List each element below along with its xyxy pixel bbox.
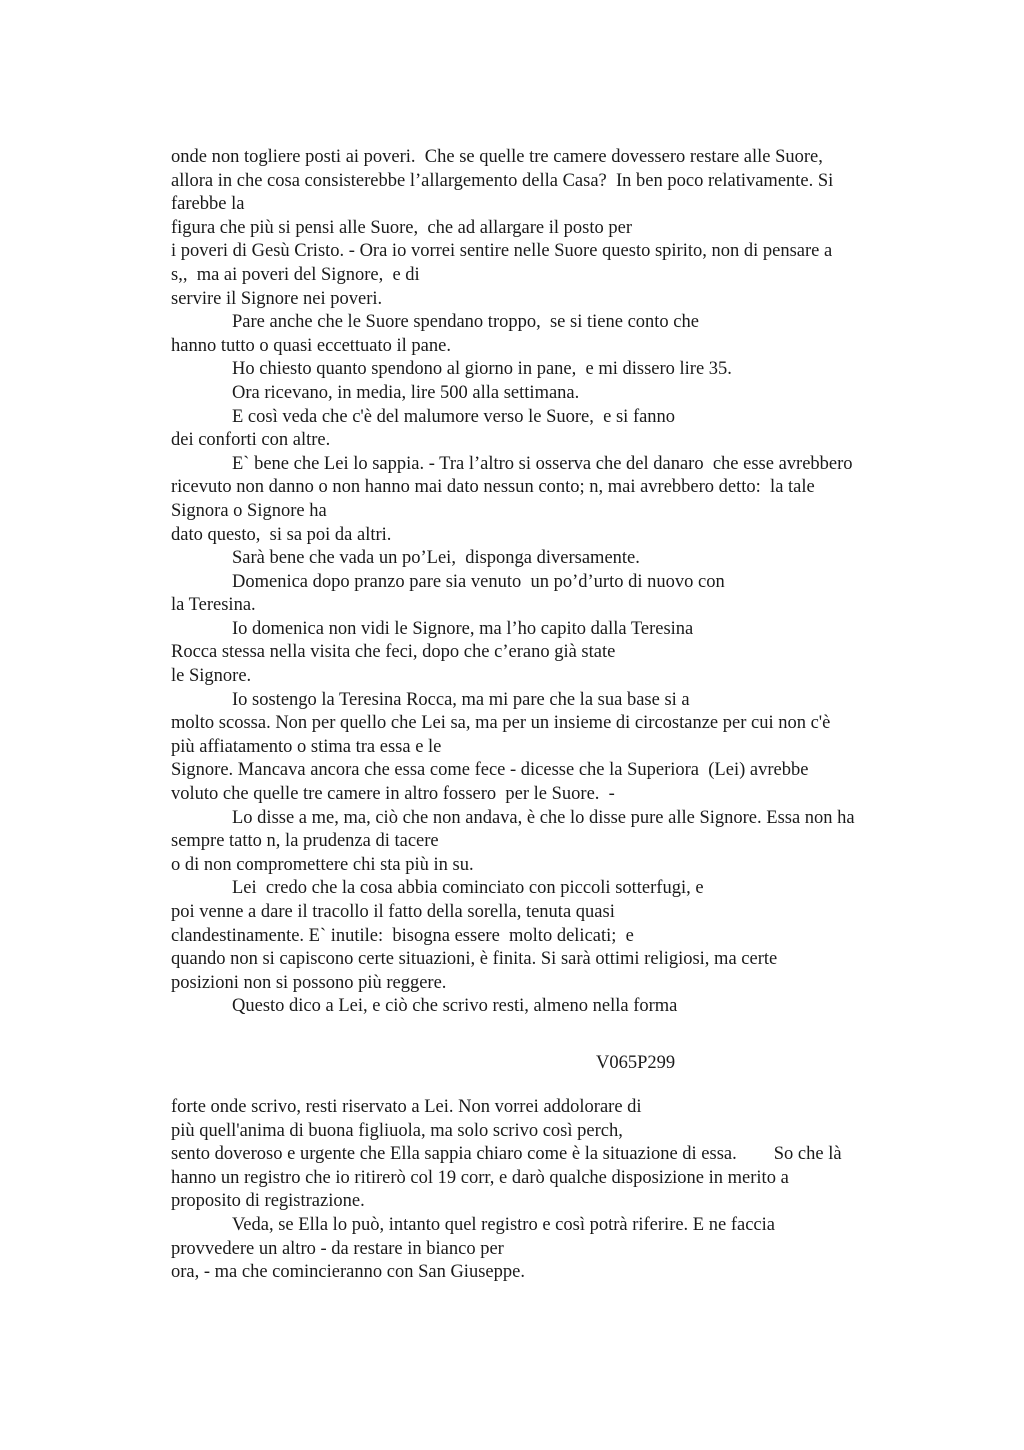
- text-line: servire il Signore nei poveri.: [171, 288, 383, 309]
- text-line: i poveri di Gesù Cristo. - Ora io vorrei sentire nelle Suore questo spirito, non di pensare a: [171, 241, 833, 262]
- text-line: sempre tatto n, la prudenza di tacere: [171, 831, 439, 852]
- text-line: posizioni non si possono più reggere.: [171, 972, 447, 993]
- text-line-indented: E` bene che Lei lo sappia. - Tra l’altro si osserva che del danaro che esse avrebbero: [232, 453, 853, 474]
- text-line-indented: Lei credo che la cosa abbia cominciato con piccoli sotterfugi, e: [232, 878, 704, 899]
- text-line: più affiatamento o stima tra essa e le: [171, 736, 442, 757]
- text-line: ricevuto non danno o non hanno mai dato nessun conto; n, mai avrebbero detto: la tale: [171, 477, 815, 498]
- text-line: hanno tutto o quasi eccettuato il pane.: [171, 335, 451, 356]
- text-line-indented: Veda, se Ella lo può, intanto quel registro e così potrà riferire. E ne faccia: [232, 1214, 775, 1235]
- text-line-indented: Ora ricevano, in media, lire 500 alla settimana.: [232, 382, 580, 403]
- text-section-1: [171, 146, 941, 1019]
- text-line-indented: Io sostengo la Teresina Rocca, ma mi pare che la sua base si a: [232, 689, 690, 710]
- text-line: provvedere un altro - da restare in bianco per: [171, 1238, 504, 1259]
- text-line: quando non si capiscono certe situazioni, è finita. Si sarà ottimi religiosi, ma certe: [171, 949, 778, 970]
- text-line: onde non togliere posti ai poveri. Che se quelle tre camere dovessero restare alle Suore,: [171, 147, 823, 167]
- text-line: Signora o Signore ha: [171, 500, 327, 521]
- text-line: farebbe la: [171, 194, 245, 215]
- text-line: proposito di registrazione.: [171, 1191, 365, 1212]
- text-line: voluto che quelle tre camere in altro fossero per le Suore. -: [171, 784, 615, 805]
- text-line: la Teresina.: [171, 595, 256, 616]
- text-line: più quell'anima di buona figliuola, ma solo scrivo così perch,: [171, 1120, 623, 1141]
- text-line-indented: Domenica dopo pranzo pare sia venuto un po’d’urto di nuovo con: [232, 571, 725, 592]
- text-line: figura che più si pensi alle Suore, che ad allargare il posto per: [171, 217, 632, 238]
- text-line: hanno un registro che io ritirerò col 19 corr, e darò qualche disposizione in merito a: [171, 1167, 789, 1188]
- text-line-indented: E così veda che c'è del malumore verso le Suore, e si fanno: [232, 406, 676, 427]
- text-line-indented: Sarà bene che vada un po’Lei, disponga diversamente.: [232, 548, 640, 569]
- text-line: Signore. Mancava ancora che essa come fece - dicesse che la Superiora (Lei) avrebbe: [171, 760, 809, 781]
- text-line: clandestinamente. E` inutile: bisogna essere molto delicati; e: [171, 925, 634, 946]
- text-line: le Signore.: [171, 666, 252, 687]
- text-line: poi venne a dare il tracollo il fatto della sorella, tenuta quasi: [171, 902, 615, 922]
- text-section-2: [171, 1096, 941, 1285]
- text-line-indented: Io domenica non vidi le Signore, ma l’ho capito dalla Teresina: [232, 618, 694, 639]
- text-line: ora, - ma che comincieranno con San Giuseppe.: [171, 1262, 525, 1283]
- text-line-indented: Pare anche che le Suore spendano troppo, se si tiene conto che: [232, 312, 699, 333]
- text-line: Rocca stessa nella visita che feci, dopo che c’erano già state: [171, 642, 616, 663]
- page-code: V065P299: [596, 1053, 676, 1073]
- text-line: molto scossa. Non per quello che Lei sa, ma per un insieme di circostanze per cui non c'è: [171, 713, 831, 734]
- text-line: forte onde scrivo, resti riservato a Lei. Non vorrei addolorare di: [171, 1097, 642, 1117]
- text-line-indented: Lo disse a me, ma, ciò che non andava, è che lo disse pure alle Signore. Essa non ha: [232, 807, 855, 828]
- text-line: dei conforti con altre.: [171, 430, 331, 451]
- text-line: sento doveroso e urgente che Ella sappia chiaro come è la situazione di essa. So che là: [171, 1144, 842, 1165]
- text-line: allora in che cosa consisterebbe l’allargemento della Casa? In ben poco relativamente. Si: [171, 170, 834, 191]
- text-line: s,, ma ai poveri del Signore, e di: [171, 264, 420, 285]
- text-line-indented: Ho chiesto quanto spendono al giorno in pane, e mi dissero lire 35.: [232, 359, 732, 380]
- text-line-indented: Questo dico a Lei, e ciò che scrivo resti, almeno nella forma: [232, 996, 678, 1017]
- text-line: dato questo, si sa poi da altri.: [171, 524, 392, 545]
- text-line: o di non compromettere chi sta più in su.: [171, 854, 474, 875]
